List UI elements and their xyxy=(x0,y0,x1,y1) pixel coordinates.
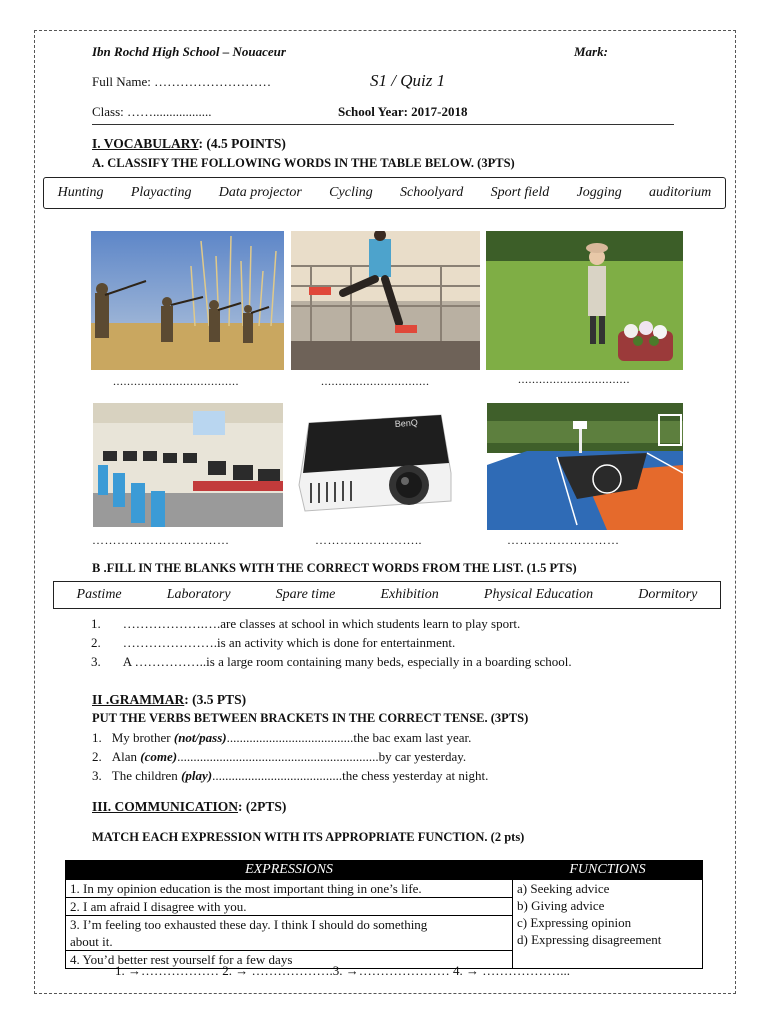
blank-line: ……………………… xyxy=(507,533,620,547)
function-item: d) Expressing disagreement xyxy=(517,932,662,947)
expression-item: 2. I am afraid I disagree with you. xyxy=(66,898,512,916)
expressions-header: EXPRESSIONS xyxy=(66,861,513,880)
school-year: School Year: 2017-2018 xyxy=(338,104,468,119)
fill-word: Spare time xyxy=(275,587,336,602)
word: Jogging xyxy=(576,185,622,200)
expression-item: 1. In my opinion education is the most important thing in one’s life. xyxy=(66,880,512,898)
full-name-field: Full Name: ……………………… xyxy=(92,74,272,89)
fill-word: Physical Education xyxy=(483,587,594,602)
gardening-photo xyxy=(486,231,683,370)
brand-logo: BenQ xyxy=(394,417,419,429)
hunting-photo xyxy=(91,231,284,370)
word: Cycling xyxy=(329,185,373,200)
fill-sentence-3: 3. A ……………..is a large room containing many beds, especially in a boarding school. xyxy=(91,654,572,669)
word: Playacting xyxy=(130,185,192,200)
fill-sentence-2: 2. ………………….is an activity which is done for entertainment. xyxy=(91,635,456,650)
word: auditorium xyxy=(649,185,712,200)
expressions-cell xyxy=(66,880,513,969)
grammar-item-1: 1. My brother (not/pass).......................................the bac exam last year. xyxy=(92,730,472,745)
mark-label: Mark: xyxy=(574,44,608,59)
grammar-title: II .GRAMMAR: (3.5 PTS) xyxy=(92,692,247,707)
header-divider xyxy=(92,124,674,125)
jogging-photo xyxy=(291,231,480,370)
functions-cell xyxy=(513,880,703,969)
vocabulary-title: I. VOCABULARY: (4.5 POINTS) xyxy=(92,136,286,151)
communication-instruction: MATCH EACH EXPRESSION WITH ITS APPROPRIATE FUNCTION. (2 pts) xyxy=(92,830,525,844)
answer-line: 1. →……………… 2. → ……………….3. →………………… 4. → ………………... xyxy=(115,963,570,978)
expression-item: about it. xyxy=(66,933,512,951)
word: Data projector xyxy=(218,185,302,200)
function-item: c) Expressing opinion xyxy=(517,915,632,930)
fill-sentence-1: 1. ……………….….are classes at school in which students learn to play sport. xyxy=(91,616,521,631)
fill-word: Pastime xyxy=(76,587,122,602)
fill-word: Laboratory xyxy=(166,587,231,602)
function-item: a) Seeking advice xyxy=(517,881,610,896)
quiz-title: S1 / Quiz 1 xyxy=(370,71,446,90)
function-item: b) Giving advice xyxy=(517,898,605,913)
blank-line: …………………………… xyxy=(92,533,230,547)
fill-word: Dormitory xyxy=(638,587,698,602)
blank-line: ............................... xyxy=(321,374,430,388)
word-box-a xyxy=(43,177,726,209)
data-projector-photo xyxy=(291,403,458,527)
grammar-instruction: PUT THE VERBS BETWEEN BRACKETS IN THE CORRECT TENSE. (3PTS) xyxy=(92,711,529,725)
word: Sport field xyxy=(490,185,550,200)
part-a-instruction: A. CLASSIFY THE FOLLOWING WORDS IN THE TABLE BELOW. (3PTS) xyxy=(92,156,515,170)
fill-word: Exhibition xyxy=(380,587,439,602)
word-box-b xyxy=(53,581,721,609)
blank-line: .................................... xyxy=(113,374,239,388)
blank-line: …………………….. xyxy=(315,533,422,547)
part-b-instruction: B .FILL IN THE BLANKS WITH THE CORRECT WORDS FROM THE LIST. (1.5 PTS) xyxy=(92,561,577,575)
word: Hunting xyxy=(57,185,104,200)
grammar-item-3: 3. The children (play)........................................the chess yesterday at night. xyxy=(92,768,489,783)
matching-table xyxy=(65,860,703,969)
computer-lab-photo xyxy=(93,403,283,527)
class-field: Class: …….................. xyxy=(92,104,212,119)
grammar-item-2: 2. Alan (come)..............................................................by car yesterday. xyxy=(92,749,467,764)
blank-line: ................................ xyxy=(518,372,630,386)
functions-header: FUNCTIONS xyxy=(513,861,703,880)
expression-item: 4. You’d better rest yourself for a few days xyxy=(70,952,293,967)
expression-item: 3. I’m feeling too exhausted these day. I think I should do something xyxy=(70,917,428,932)
word: Schoolyard xyxy=(400,185,464,200)
communication-title: III. COMMUNICATION: (2PTS) xyxy=(92,799,287,814)
sport-field-photo xyxy=(487,403,683,530)
school-name: Ibn Rochd High School – Nouaceur xyxy=(92,44,286,59)
